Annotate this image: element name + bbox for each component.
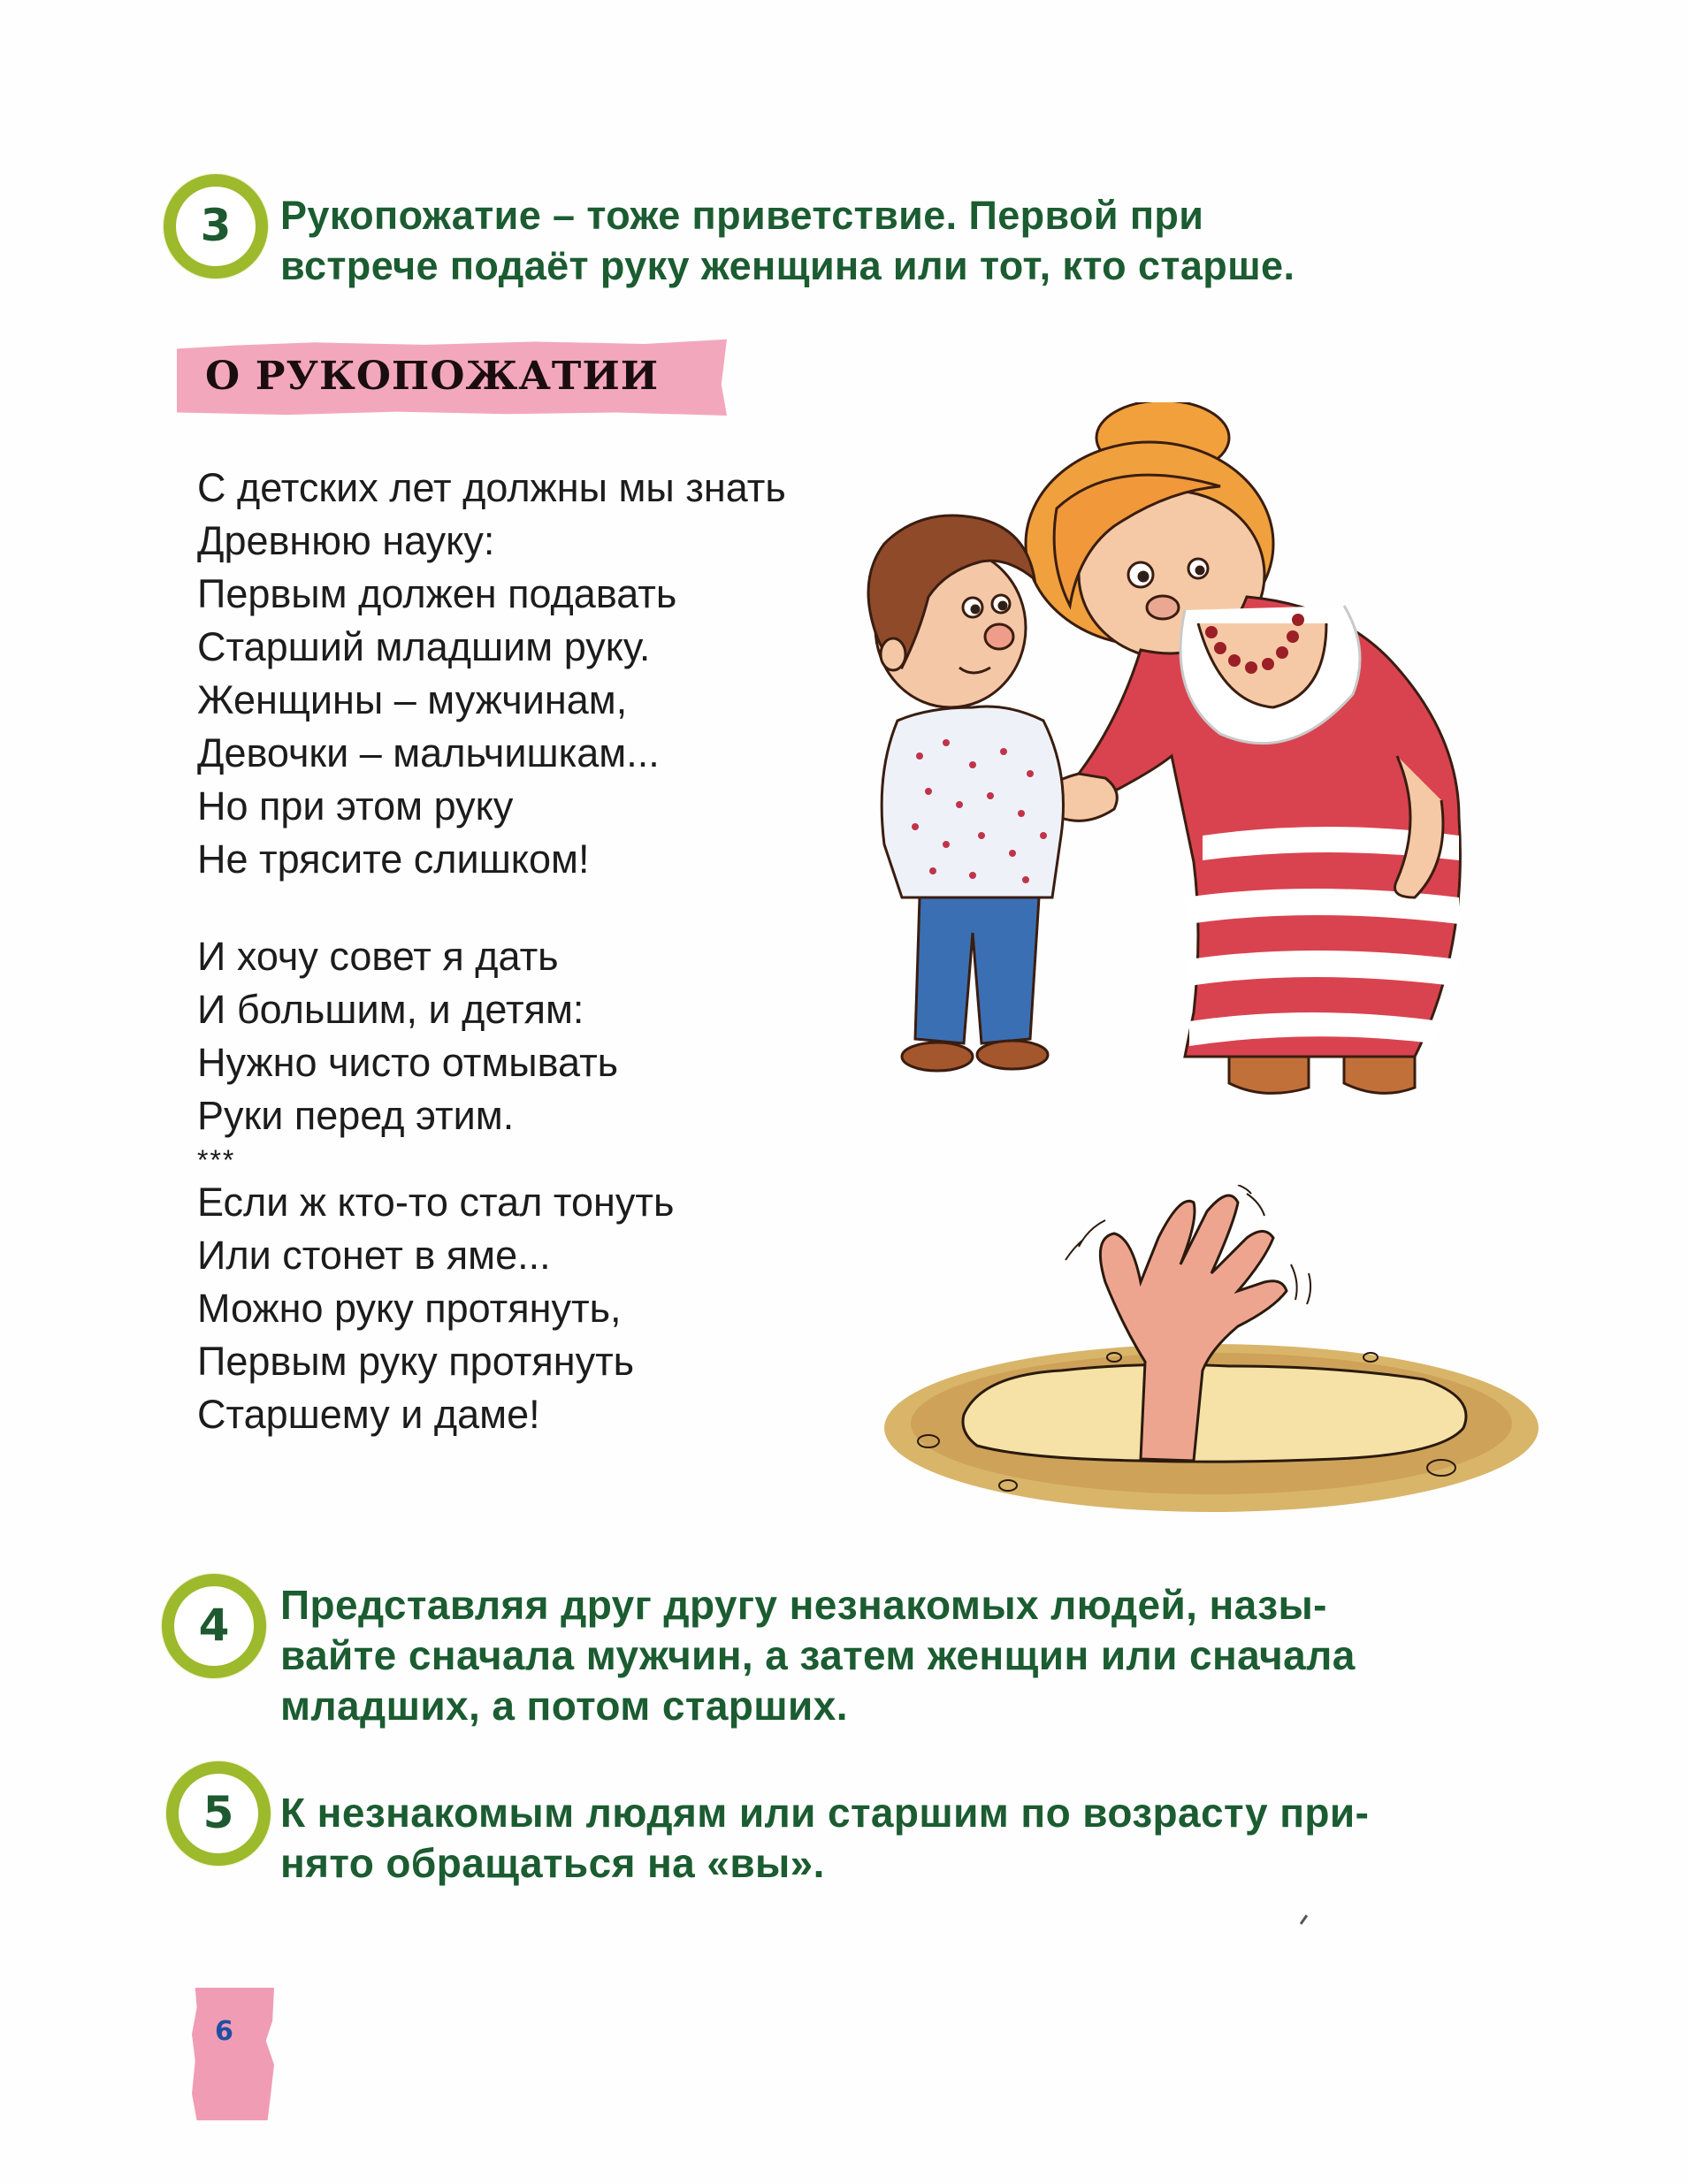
rule-4-number-badge xyxy=(162,1574,266,1678)
woman-figure xyxy=(1021,402,1460,1093)
poem-separator: *** xyxy=(197,1144,236,1176)
rule-5-line-2: нято обращаться на «вы». xyxy=(280,1840,825,1886)
pit-opening xyxy=(963,1364,1466,1462)
rule-3-line-1: Рукопожатие – тоже приветствие. Первой при xyxy=(280,193,1204,238)
poem-line: Не трясите слишком! xyxy=(197,836,590,882)
hand-from-pit-illustration xyxy=(875,1185,1547,1516)
rule-5-line-1: К незнакомым людям или старшим по возрасту при- xyxy=(280,1790,1370,1836)
rule-5-text xyxy=(280,1788,1369,1889)
poem-stanza-2 xyxy=(197,930,618,1142)
stray-pen-mark xyxy=(1300,1914,1308,1925)
poem-line: Женщины – мужчинам, xyxy=(197,677,628,722)
page-number-tab xyxy=(192,1988,274,2120)
poem-line: Древнюю науку: xyxy=(197,518,495,563)
poem-line: И большим, и детям: xyxy=(197,987,584,1032)
rule-3-number: 3 xyxy=(200,199,232,251)
rule-4-text xyxy=(280,1580,1356,1731)
poem-line: Можно руку протянуть, xyxy=(197,1286,622,1331)
poem-line: Старшему и даме! xyxy=(197,1392,540,1437)
poem-line: Если ж кто-то стал тонуть xyxy=(197,1180,675,1225)
poem-line: С детских лет должны мы знать xyxy=(197,465,786,510)
poem-line: Руки перед этим. xyxy=(197,1093,515,1138)
poem-line: Нужно чисто отмывать xyxy=(197,1040,619,1085)
page-number: 6 xyxy=(215,2016,233,2047)
boy-and-woman-illustration xyxy=(849,402,1556,1119)
rule-3-text xyxy=(280,190,1295,291)
rule-5-number-badge xyxy=(166,1761,271,1866)
poem-line: Или стонет в яме... xyxy=(197,1233,551,1278)
poem-line: Старший младшим руку. xyxy=(197,624,651,669)
poem-line: Первым руку протянуть xyxy=(197,1339,635,1384)
poem-stanza-1 xyxy=(197,462,786,886)
rule-5-number: 5 xyxy=(202,1786,234,1838)
rule-3-line-2: встрече подаёт руку женщина или тот, кто старше. xyxy=(280,243,1295,288)
rule-4-line-1: Представляя друг другу незнакомых людей, назы- xyxy=(280,1582,1327,1628)
rule-4-number: 4 xyxy=(198,1599,230,1651)
rule-4-line-2: вайте сначала мужчин, а затем женщин или сначала xyxy=(280,1632,1356,1678)
poem-line: Первым должен подавать xyxy=(197,571,677,616)
poem-line: И хочу совет я дать xyxy=(197,934,559,979)
poem-line: Девочки – мальчишкам... xyxy=(197,730,660,775)
rule-4-line-3: младших, а потом старших. xyxy=(280,1683,848,1729)
rule-3-number-badge xyxy=(164,174,268,279)
section-title: О РУКОПОЖАТИИ xyxy=(205,354,660,399)
poem-line: Но при этом руку xyxy=(197,783,514,829)
poem-stanza-3 xyxy=(197,1176,674,1441)
boy-figure xyxy=(868,515,1064,1071)
